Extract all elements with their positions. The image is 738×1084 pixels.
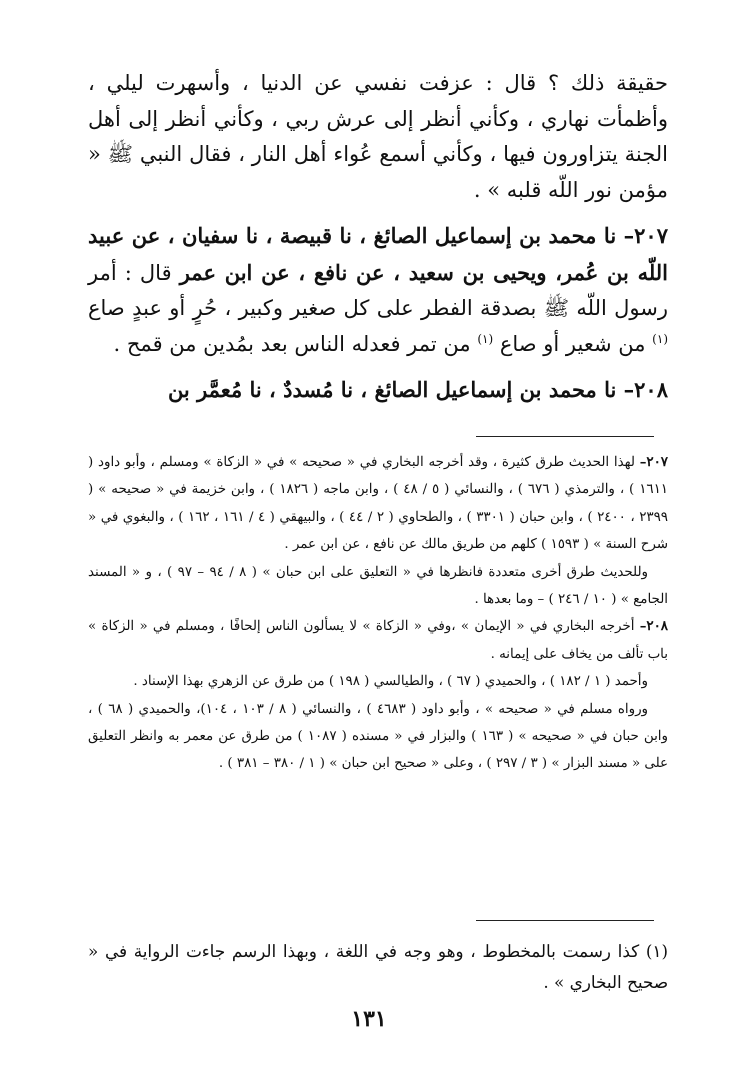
page-number: ١٣١ [351, 1006, 387, 1032]
note-text: أخرجه البخاري في « الإيمان » ،وفي « الزكاة » لا يسألون الناس إلحافًا ، ومسلم في « الزكاة » باب تألف من يخاف على إيمانه . [88, 619, 668, 662]
companion-name: ابن عمر [179, 259, 253, 285]
hadith-dash: – [623, 223, 635, 248]
main-text [88, 66, 668, 409]
note-208 [88, 613, 668, 668]
hadith-isnad: نا محمد بن إسماعيل الصائغ ، نا مُسددٌ ، نا مُعمَّر بن [167, 377, 624, 402]
notes-separator [476, 436, 654, 437]
hadith-text: من شعير أو صاع [493, 331, 653, 356]
footnote-text: كذا رسمت بالمخطوط ، وهو وجه في اللغة ، وبهذا الرسم جاءت الرواية في « صحيح البخاري » . [88, 941, 668, 992]
hadith-text: قال : أمر رسول اللّه ﷺ بصدقة الفطر على كل صغير وكبير ، حُرٍ أو عبدٍ صاع [88, 260, 668, 320]
footnote-marker: (١) [645, 941, 668, 961]
note-number: ٢٠٧– [639, 454, 668, 470]
footnote-separator [476, 920, 654, 921]
hadith-207 [88, 218, 668, 362]
note-number: ٢٠٨– [639, 618, 668, 635]
hadith-number: ٢٠٧ [634, 223, 668, 248]
footnote-reference: (١) [477, 331, 494, 346]
footnote-reference: (١) [652, 331, 668, 346]
hadith-dash: – [623, 377, 635, 402]
footnote [88, 936, 668, 998]
paragraph-continuation: حقيقة ذلك ؟ قال : عزفت نفسي عن الدنيا ، وأسهرت ليلي ، وأظمأت نهاري ، وكأني أنظر إلى عرش ربي ، وكأني أنظر إلى أهل الجنة يتزاورون فيها ، وكأني أسمع عُواء أهل النار ، فقال النبي ﷺ « مؤمن نور اللّه قلبه » . [88, 71, 668, 202]
note-text: لهذا الحديث طرق كثيرة ، وقد أخرجه البخاري في « صحيحه » في « الزكاة » ومسلم ، وأبو داود ( ١٦١١ ) ، والترمذي ( ٦٧٦ ) ، والنسائي ( ٥ / ٤٨ ) ، وابن ماجه ( ١٨٢٦ ) ، وابن خزيمة في « صحيحه » ( ٢٣٩٩ ، ٢٤٠٠ ) ، وابن حبان ( ٣٣٠١ ) ، والطحاوي ( ٢ / ٤٤ ) ، والبيهقي ( ٤ / ١٦١ ، ١٦٢ ) ، والبغوي في « شرح السنة » ( ١٥٩٣ ) كلهم من طريق مالك عن نافع ، عن ابن عمر . [88, 455, 668, 553]
note-207-more: وللحديث طرق أخرى متعددة فانظرها في « التعليق على ابن حبان » ( ٨ / ٩٤ – ٩٧ ) ، و « المسند الجامع » ( ١٠ / ٢٤٦ ) – وما بعدها . [88, 564, 668, 608]
note-207 [88, 449, 668, 559]
hadith-isnad: نا محمد بن إسماعيل الصائغ ، نا قبيصة ، نا سفيان ، عن عبيد اللّه بن عُمر، ويحيى بن سعيد ، عن نافع ، عن [88, 223, 669, 285]
hadith-number: ٢٠٨ [634, 377, 668, 402]
footnote-1 [88, 936, 668, 998]
takhrij-notes [88, 449, 668, 778]
note-208-more: ورواه مسلم في « صحيحه » ، وأبو داود ( ٤٦٨٣ ) ، والنسائي ( ٨ / ١٠٣ ، ١٠٤)، والحميدي ( ٦٨ ) ، وابن حبان في « صحيحه » ( ١٦٣ ) والبزار في « مسنده ( ١٠٨٧ ) من طرق عن معمر به وانظر التعليق على « مسند البزار » ( ٣ / ٢٩٧ ) ، وعلى « صحيح ابن حبان » ( ١ / ٣٨٠ – ٣٨١ ) . [88, 701, 668, 772]
hadith-text: من تمر فعدله الناس بعد بمُدين من قمح . [113, 331, 478, 356]
note-208-more: وأحمد ( ١ / ١٨٢ ) ، والحميدي ( ٦٧ ) ، والطيالسي ( ١٩٨ ) من طرق عن الزهري بهذا الإسناد . [133, 674, 648, 690]
hadith-208 [88, 372, 668, 409]
